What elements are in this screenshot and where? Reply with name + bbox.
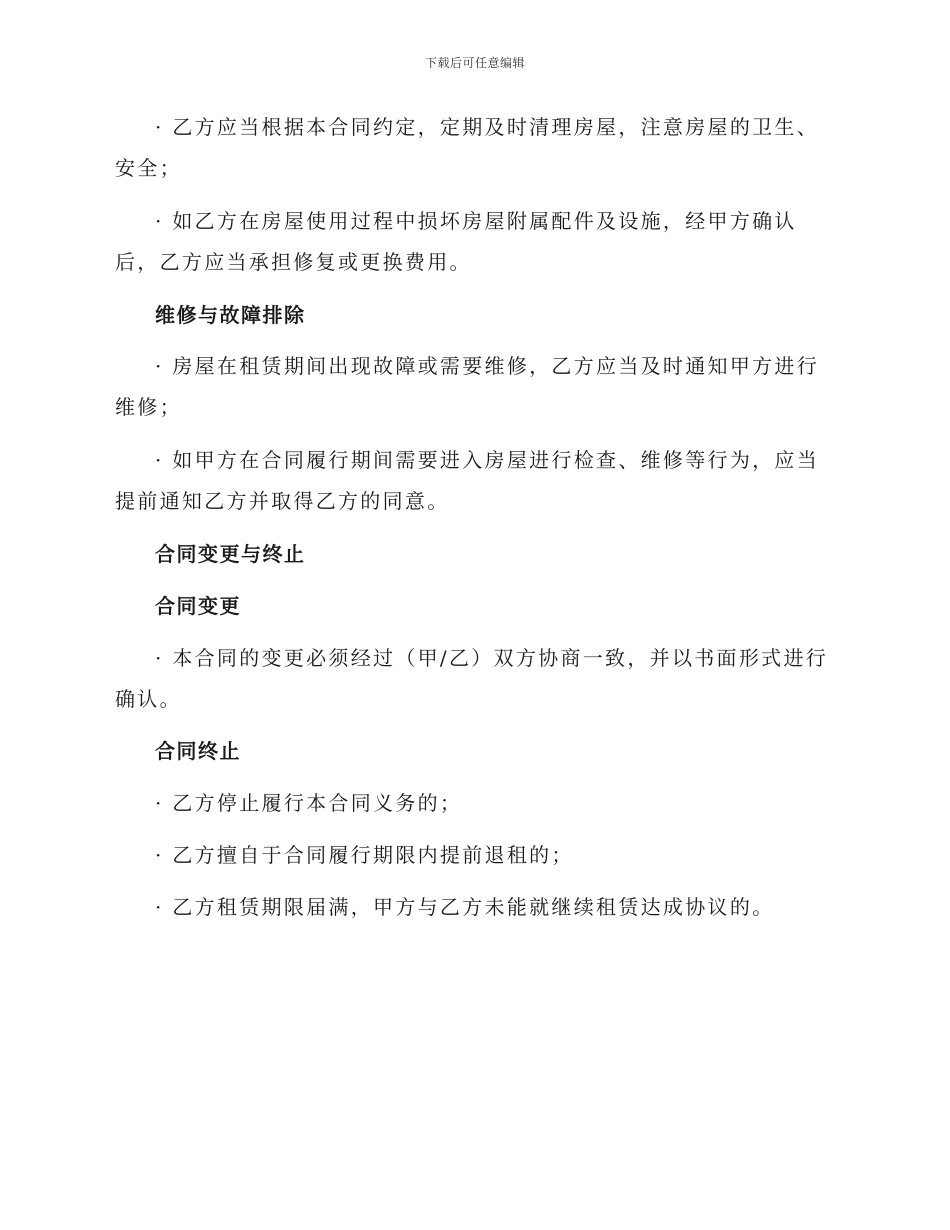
list-item-termination-1: · 乙方停止履行本合同义务的； — [155, 791, 463, 815]
paragraph-repair-notice: · 房屋在租赁期间出现故障或需要维修，乙方应当及时通知甲方进行维修； — [115, 354, 820, 419]
heading-termination: 合同终止 — [155, 739, 241, 763]
heading-maintenance: 维修与故障排除 — [155, 303, 306, 327]
list-item-termination-2: · 乙方擅自于合同履行期限内提前退租的； — [155, 843, 574, 867]
paragraph-cleaning: · 乙方应当根据本合同约定，定期及时清理房屋，注意房屋的卫生、安全； — [115, 115, 820, 180]
list-item-termination-3: · 乙方租赁期限届满，甲方与乙方未能就继续租赁达成协议的。 — [155, 895, 775, 919]
paragraph-inspection: · 如甲方在合同履行期间需要进入房屋进行检查、维修等行为，应当提前通知乙方并取得乙方的同意。 — [115, 448, 820, 513]
paragraph-damage: · 如乙方在房屋使用过程中损坏房屋附属配件及设施，经甲方确认后，乙方应当承担修复或更换费用。 — [115, 209, 797, 274]
page-header: 下载后可任意编辑 — [424, 56, 525, 70]
heading-change-termination: 合同变更与终止 — [155, 542, 306, 566]
heading-change: 合同变更 — [155, 594, 241, 618]
paragraph-change-rule: · 本合同的变更必须经过（甲/乙）双方协商一致，并以书面形式进行确认。 — [115, 646, 829, 711]
